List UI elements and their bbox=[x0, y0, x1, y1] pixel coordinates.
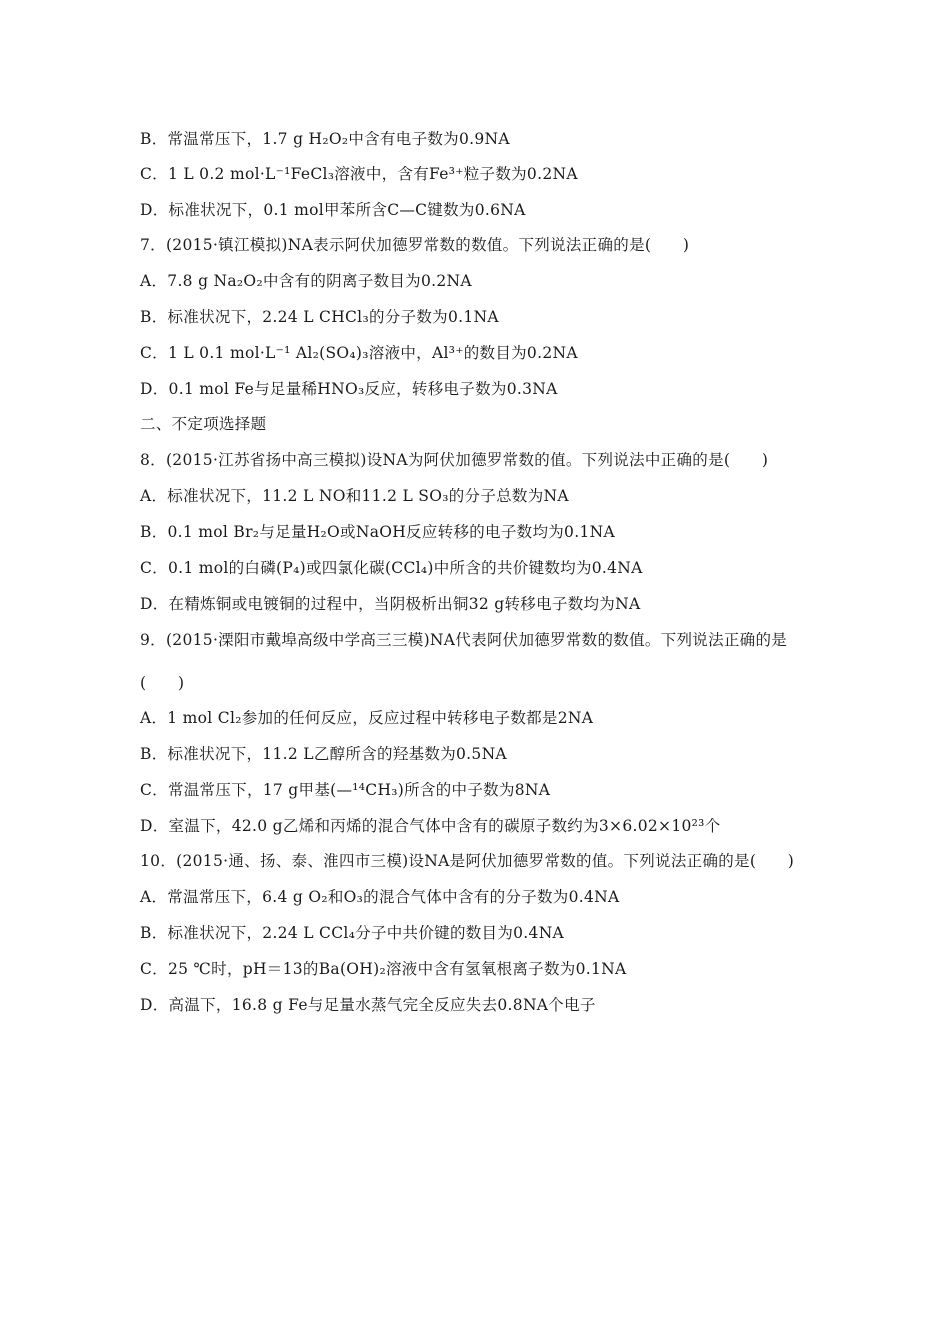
q9-stem: 9．(2015·溧阳市戴埠高级中学高三三模)NA代表阿伏加德罗常数的数值。下列说法正确的是 bbox=[140, 631, 788, 649]
q10-option-b: B．标准状况下，2.24 L CCl₄分子中共价键的数目为0.4NA bbox=[140, 924, 565, 942]
q8-option-a: A．标准状况下，11.2 L NO和11.2 L SO₃的分子总数为NA bbox=[140, 487, 569, 505]
q8-option-d: D．在精炼铜或电镀铜的过程中，当阴极析出铜32 g转移电子数均为NA bbox=[140, 595, 641, 613]
q8-option-b: B．0.1 mol Br₂与足量H₂O或NaOH反应转移的电子数均为0.1NA bbox=[140, 523, 615, 541]
q10-option-c: C．25 ℃时，pH＝13的Ba(OH)₂溶液中含有氢氧根离子数为0.1NA bbox=[140, 960, 627, 978]
q7-option-b: B．标准状况下，2.24 L CHCl₃的分子数为0.1NA bbox=[140, 308, 499, 326]
q7-option-a: A．7.8 g Na₂O₂中含有的阴离子数目为0.2NA bbox=[140, 272, 472, 290]
q6-option-c: C．1 L 0.2 mol·L⁻¹FeCl₃溶液中，含有Fe³⁺粒子数为0.2NA bbox=[140, 165, 578, 183]
q9-option-b: B．标准状况下，11.2 L乙醇所含的羟基数为0.5NA bbox=[140, 745, 507, 763]
q9-stem-bracket: ( ) bbox=[140, 674, 185, 692]
q7-option-d: D．0.1 mol Fe与足量稀HNO₃反应，转移电子数为0.3NA bbox=[140, 380, 558, 398]
q10-option-d: D．高温下，16.8 g Fe与足量水蒸气完全反应失去0.8NA个电子 bbox=[140, 996, 596, 1014]
q9-option-a: A．1 mol Cl₂参加的任何反应，反应过程中转移电子数都是2NA bbox=[140, 709, 594, 727]
q9-option-d: D．室温下，42.0 g乙烯和丙烯的混合气体中含有的碳原子数约为3×6.02×10²³个 bbox=[140, 817, 721, 835]
section-heading: 二、不定项选择题 bbox=[140, 415, 267, 433]
q8-stem: 8．(2015·江苏省扬中高三模拟)设NA为阿伏加德罗常数的值。下列说法中正确的是( ) bbox=[140, 451, 769, 469]
q7-stem: 7．(2015·镇江模拟)NA表示阿伏加德罗常数的数值。下列说法正确的是( ) bbox=[140, 236, 690, 254]
q10-stem: 10．(2015·通、扬、泰、淮四市三模)设NA是阿伏加德罗常数的值。下列说法正确的是( ) bbox=[140, 852, 795, 870]
q8-option-c: C．0.1 mol的白磷(P₄)或四氯化碳(CCl₄)中所含的共价键数均为0.4NA bbox=[140, 559, 643, 577]
q6-option-d: D．标准状况下，0.1 mol甲苯所含C—C键数为0.6NA bbox=[140, 201, 526, 219]
q10-option-a: A．常温常压下，6.4 g O₂和O₃的混合气体中含有的分子数为0.4NA bbox=[140, 888, 620, 906]
q7-option-c: C．1 L 0.1 mol·L⁻¹ Al₂(SO₄)₃溶液中，Al³⁺的数目为0.2NA bbox=[140, 344, 578, 362]
q6-option-b: B．常温常压下，1.7 g H₂O₂中含有电子数为0.9NA bbox=[140, 130, 510, 148]
q9-option-c: C．常温常压下，17 g甲基(—¹⁴CH₃)所含的中子数为8NA bbox=[140, 781, 551, 799]
